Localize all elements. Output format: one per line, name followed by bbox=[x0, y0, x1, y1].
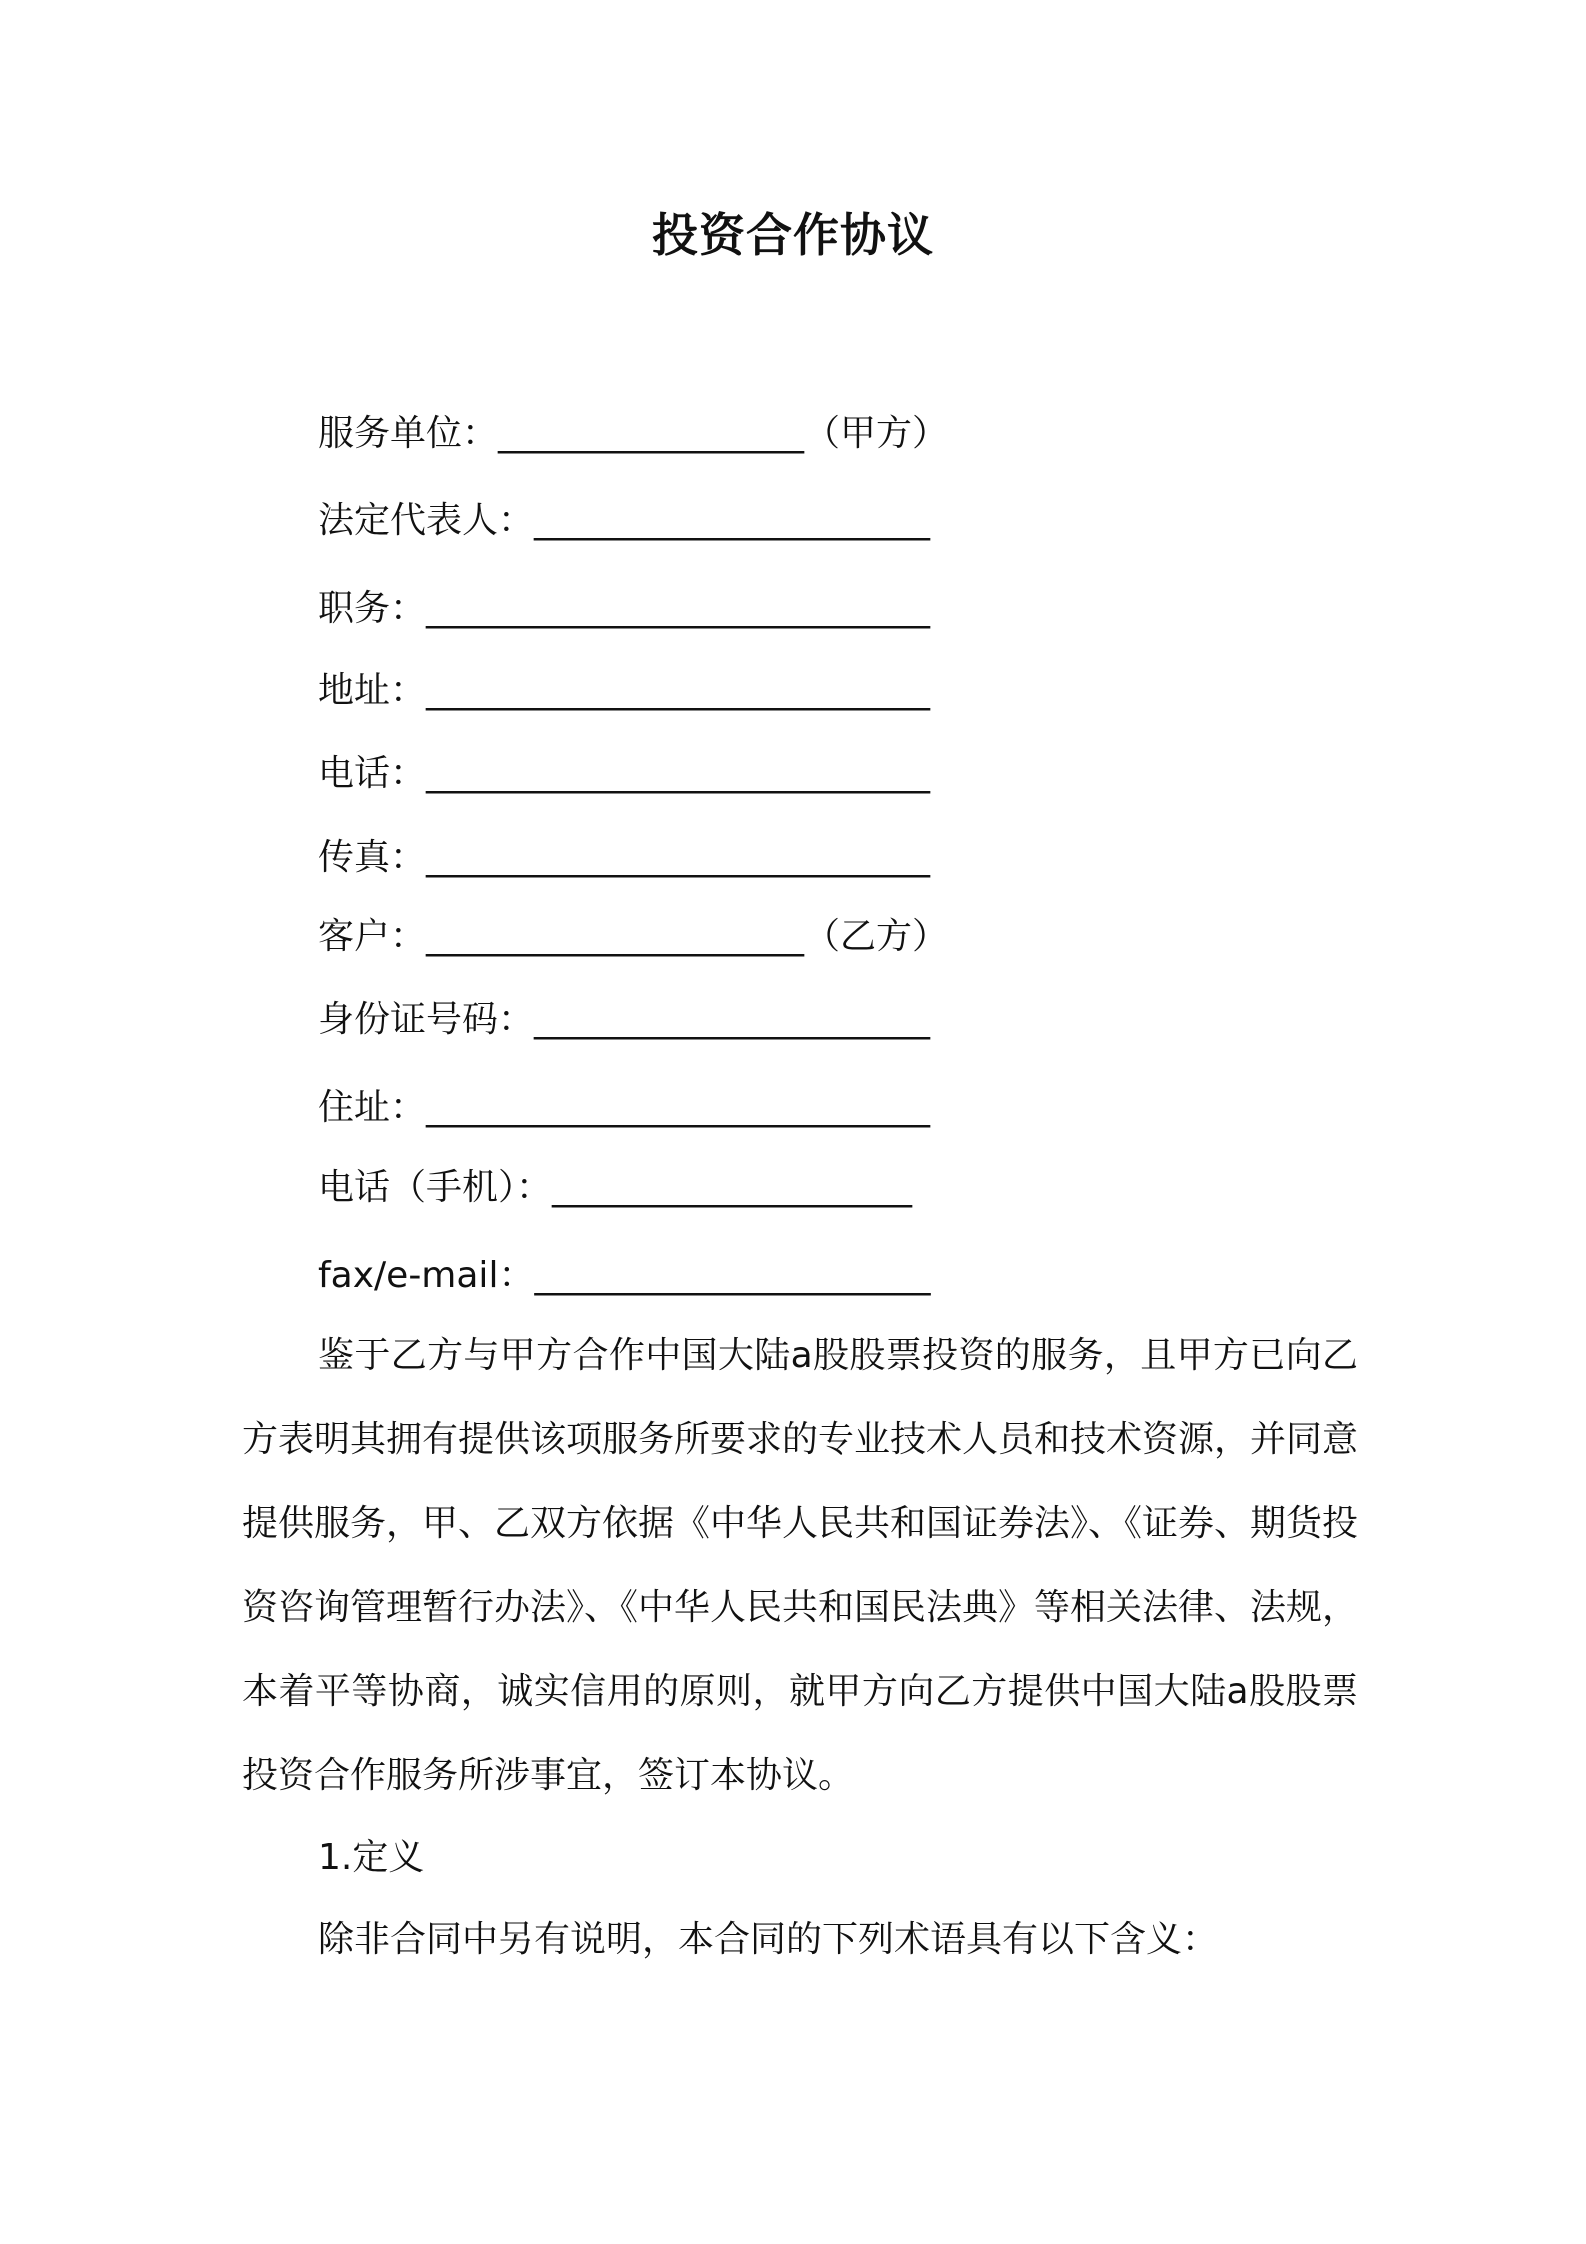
field-label: 客户： bbox=[318, 916, 427, 957]
field-label: 住址： bbox=[318, 1087, 427, 1128]
field-service-unit bbox=[318, 410, 948, 458]
field-legal-representative bbox=[318, 497, 930, 545]
field-suffix: （甲方） bbox=[804, 413, 949, 454]
field-blank: _________________ bbox=[498, 413, 805, 454]
field-client bbox=[318, 913, 948, 961]
field-label: 服务单位： bbox=[318, 413, 499, 454]
document-title: 投资合作协议 bbox=[652, 208, 934, 262]
field-label: 传真： bbox=[318, 837, 427, 878]
field-fax bbox=[318, 834, 930, 882]
field-address bbox=[318, 667, 930, 715]
field-blank: _____________________ bbox=[426, 916, 805, 957]
field-blank: ______________________ bbox=[534, 500, 931, 541]
field-label: 电话（手机）： bbox=[318, 1167, 553, 1208]
section-heading: 1.定义 bbox=[318, 1837, 425, 1878]
field-residence bbox=[318, 1084, 930, 1132]
field-id-number bbox=[318, 996, 930, 1044]
field-blank: ____________________ bbox=[552, 1167, 913, 1208]
intro-paragraph: 鉴于乙方与甲方合作中国大陆a股股票投资的服务，且甲方已向乙方表明其拥有提供该项服务所要求的专业技术人员和技术资源，并同意提供服务，甲、乙双方依据《中华人民共和国证券法》、《证券、期货投资咨询管理暂行办法》、《中华人民共和国民法典》等相关法律、法规，本着平等协商，诚实信用的原则，就甲方向乙方提供中国大陆a股股票投资合作服务所涉事宜，签订本协议。 bbox=[242, 1335, 1359, 1796]
field-label: 地址： bbox=[318, 670, 427, 711]
field-label: fax/e-mail： bbox=[318, 1255, 535, 1296]
field-fax-email bbox=[318, 1252, 930, 1300]
field-blank: ____________________________ bbox=[426, 753, 931, 794]
field-label: 身份证号码： bbox=[318, 999, 535, 1040]
field-blank: ____________________________ bbox=[426, 1087, 931, 1128]
field-blank: ______________________ bbox=[534, 999, 931, 1040]
field-mobile bbox=[318, 1164, 912, 1212]
field-label: 职务： bbox=[318, 588, 427, 629]
field-blank: ______________________ bbox=[534, 1255, 931, 1296]
field-label: 电话： bbox=[318, 753, 427, 794]
field-label: 法定代表人： bbox=[318, 500, 535, 541]
field-blank: ____________________________ bbox=[426, 588, 931, 629]
section-text: 除非合同中另有说明，本合同的下列术语具有以下含义： bbox=[318, 1919, 1219, 1960]
field-blank: ____________________________ bbox=[426, 670, 931, 711]
field-blank: ____________________________ bbox=[426, 837, 931, 878]
field-phone bbox=[318, 750, 930, 798]
field-suffix: （乙方） bbox=[804, 916, 949, 957]
field-position bbox=[318, 585, 930, 633]
